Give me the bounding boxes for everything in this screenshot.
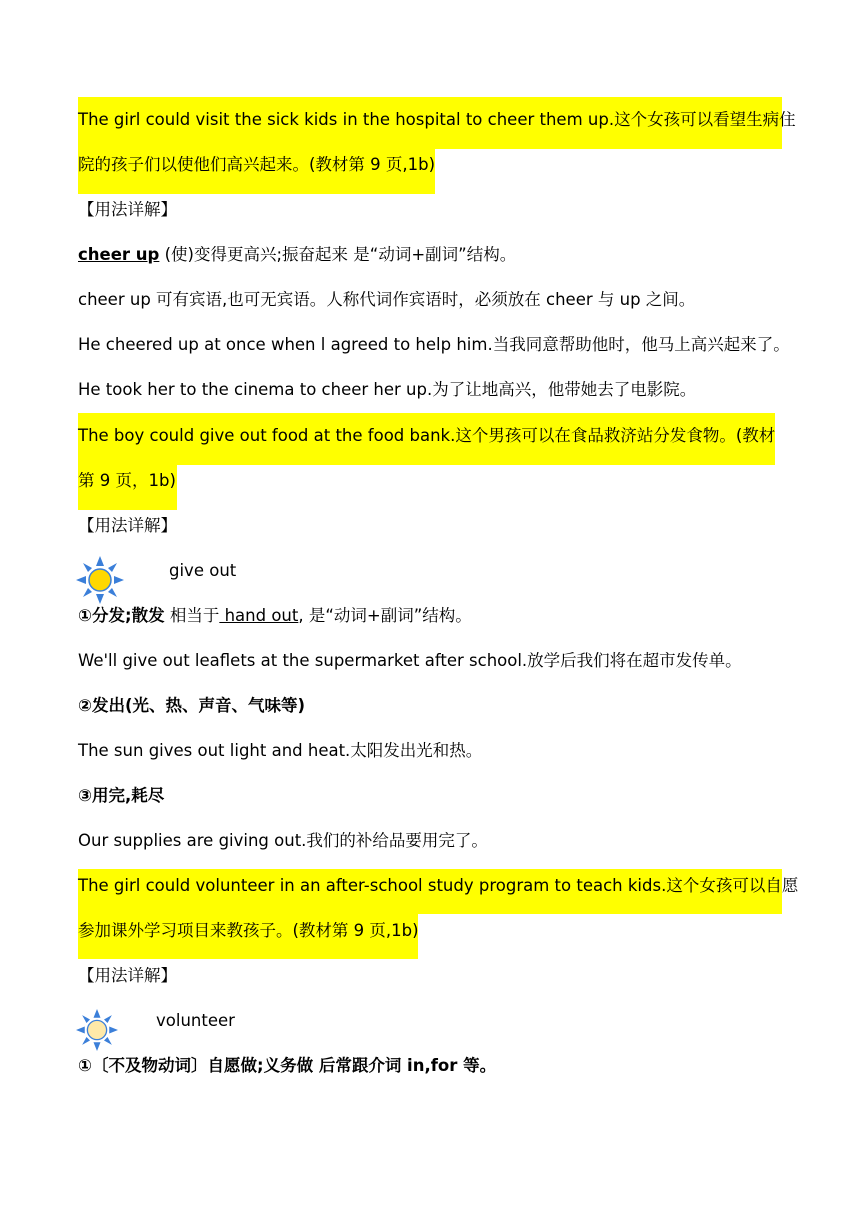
cheer-up-definition	[78, 244, 516, 266]
give-out-sense-3: ③用完,耗尽	[78, 786, 165, 805]
give-out-example-1: We'll give out leaflets at the supermarket after school.放学后我们将在超市发传单。	[78, 651, 742, 670]
usage-heading: 【用法详解】	[78, 516, 177, 535]
synonym-hand-out: hand out	[219, 606, 299, 625]
usage-heading: 【用法详解】	[78, 200, 177, 219]
usage-heading: 【用法详解】	[78, 966, 177, 985]
cheer-up-meaning: (使)变得更高兴;振奋起来 是“动词+副词”结构。	[159, 245, 517, 264]
volunteer-sense-1: ①〔不及物动词〕自愿做;义务做 后常跟介词 in,for 等。	[78, 1056, 497, 1075]
give-out-example-2: The sun gives out light and heat.太阳发出光和热。	[78, 741, 483, 760]
sentence-3-line-2: 参加课外学习项目来教孩子。(教材第 9 页,1b)	[78, 921, 419, 940]
give-out-example-3: Our supplies are giving out.我们的补给品要用完了。	[78, 831, 488, 850]
sense-1-label: ①分发;散发	[78, 606, 165, 625]
give-out-sense-2: ②发出(光、热、声音、气味等)	[78, 696, 306, 715]
sentence-2-line-1: The boy could give out food at the food bank.这个男孩可以在食品救济站分发食物。(教材	[78, 426, 776, 445]
sense-1-post: , 是“动词+副词”结构。	[298, 606, 472, 625]
sense-1-pre: 相当于	[164, 606, 220, 625]
give-out-sense-1	[78, 605, 472, 627]
cheer-up-example-1: He cheered up at once when l agreed to help him.当我同意帮助他时，他马上高兴起来了。	[78, 335, 790, 354]
sentence-1-line-2: 院的孩子们以使他们高兴起来。(教材第 9 页,1b)	[78, 155, 436, 174]
sentence-1-line-1: The girl could visit the sick kids in the hospital to cheer them up.这个女孩可以看望生病住	[78, 110, 796, 129]
sentence-3-line-1: The girl could volunteer in an after-school study program to teach kids.这个女孩可以自愿	[78, 876, 799, 895]
sun-icon	[76, 1009, 118, 1051]
term-give-out: give out	[169, 561, 237, 580]
term-cheer-up: cheer up	[78, 245, 160, 264]
cheer-up-example-2: He took her to the cinema to cheer her up.为了让地高兴，他带她去了电影院。	[78, 380, 697, 399]
sun-icon	[76, 556, 124, 604]
term-volunteer: volunteer	[156, 1011, 235, 1030]
sentence-2-line-2: 第 9 页，1b)	[78, 471, 176, 490]
cheer-up-note: cheer up 可有宾语,也可无宾语。人称代词作宾语时，必须放在 cheer 与 up 之间。	[78, 290, 696, 309]
